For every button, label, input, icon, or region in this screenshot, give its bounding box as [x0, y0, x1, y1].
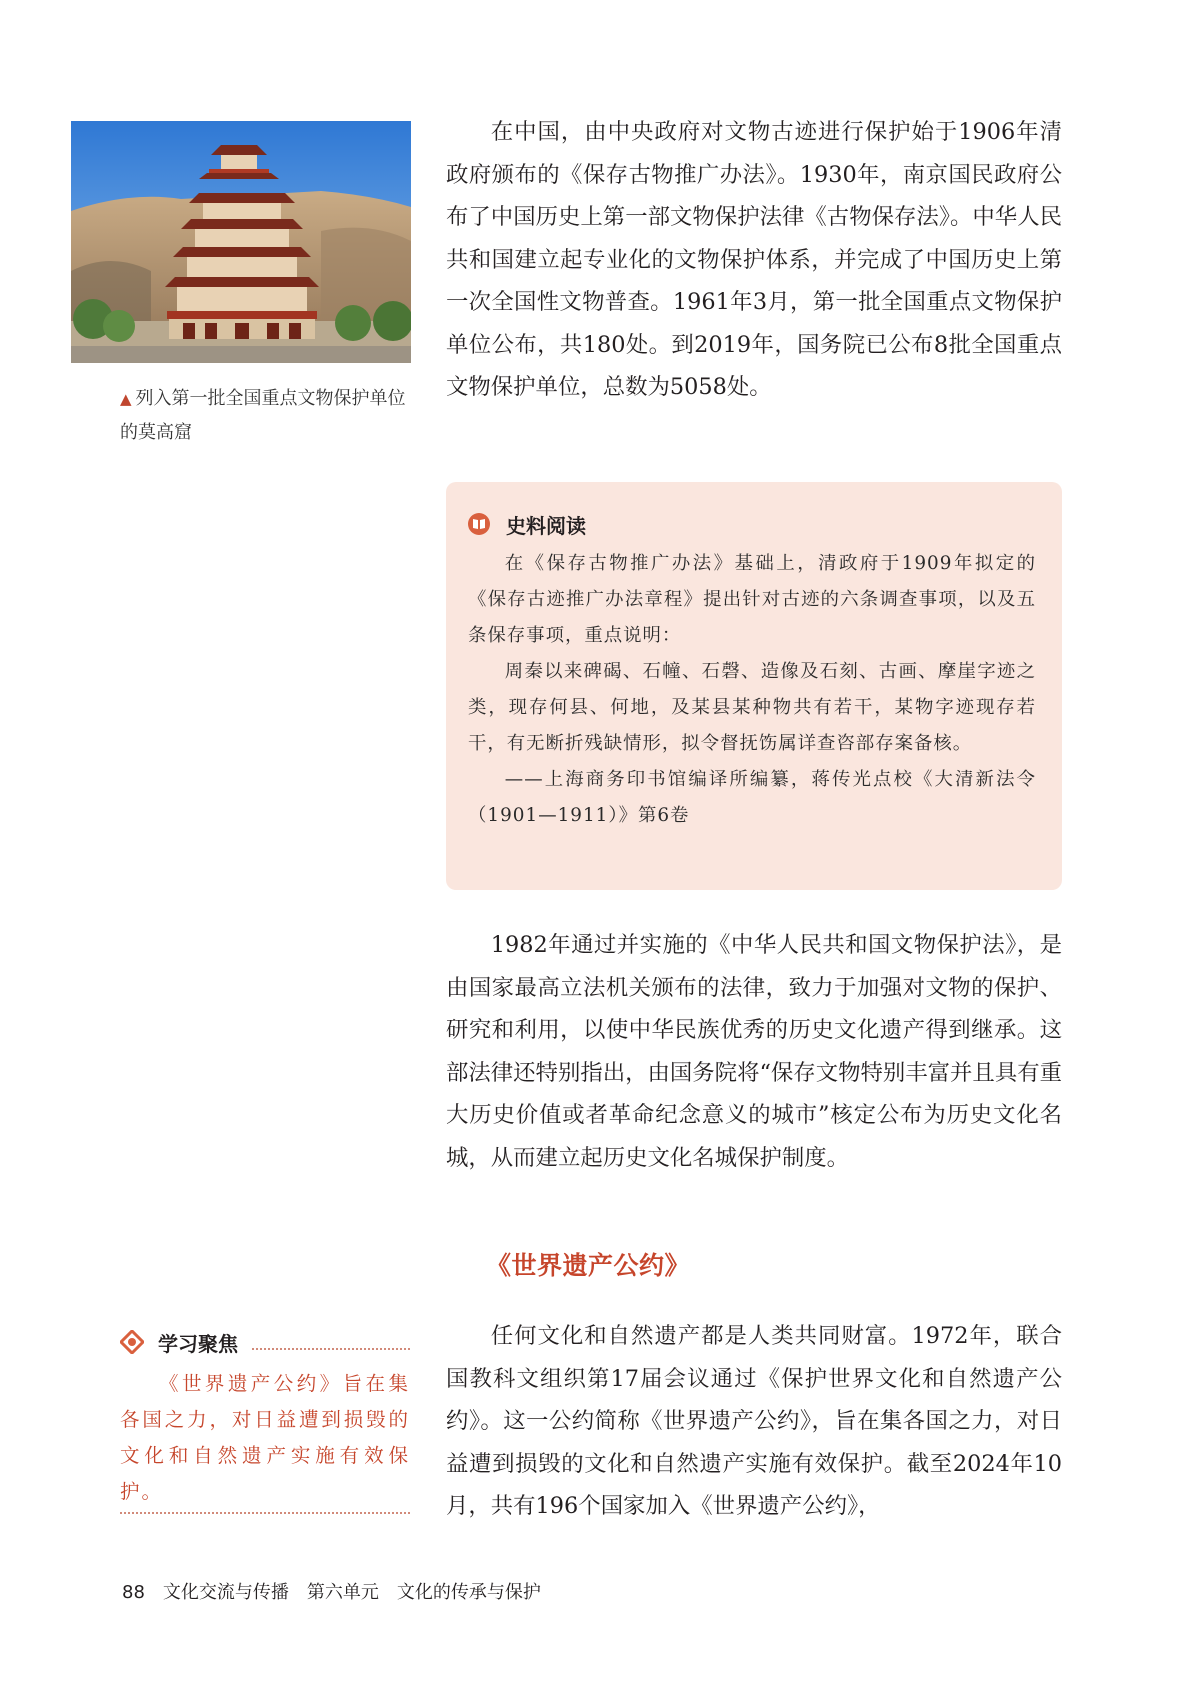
learning-focus: [120, 1322, 410, 1510]
triangle-marker-icon: ▲: [120, 390, 132, 408]
source-reading-title: 史料阅读: [506, 513, 586, 538]
page-footer: [122, 1578, 541, 1604]
photo-caption-text: 列入第一批全国重点文物保护单位的莫高窟: [120, 388, 406, 443]
source-paragraph-1: 在《保存古物推广办法》基础上，清政府于1909年拟定的《保存古迹推广办法章程》提出针对古迹的六条调查事项，以及五条保存事项，重点说明：: [468, 553, 1036, 646]
dotted-divider-bottom: [120, 1512, 410, 1514]
learning-focus-title: 学习聚焦: [158, 1331, 238, 1356]
source-paragraph-2: 周秦以来碑碣、石幢、石磬、造像及石刻、古画、摩崖字迹之类，现存何县、何地，及某县某种物共有若干，某物字迹现存若干，有无断折残缺情形，拟令督抚饬属详查咨部存案备核。: [468, 661, 1036, 754]
dotted-divider: [252, 1348, 410, 1350]
paragraph-1: 在中国，由中央政府对文物古迹进行保护始于1906年清政府颁布的《保存古物推广办法》。1930年，南京国民政府公布了中国历史上第一部文物保护法律《古物保存法》。中华人民共和国建立起专业化的文物保护体系，并完成了中国历史上第一次全国性文物普查。1961年3月，第一批全国重点文物保护单位公布，共180处。到2019年，国务院已公布8批全国重点文物保护单位，总数为5058处。: [446, 119, 1062, 400]
mogao-caves-photo: [71, 121, 411, 363]
learning-focus-header: [120, 1322, 410, 1362]
paragraph-2: 1982年通过并实施的《中华人民共和国文物保护法》，是由国家最高立法机关颁布的法律，致力于加强对文物的保护、研究和利用，以使中华民族优秀的历史文化遗产得到继承。这部法律还特别指出，由国务院将“保存文物特别丰富并且具有重大历史价值或者革命纪念意义的城市”核定公布为历史文化名城，从而建立起历史文化名城保护制度。: [446, 932, 1062, 1171]
mogao-caves-illustration: [71, 121, 411, 363]
paragraph-3: 任何文化和自然遗产都是人类共同财富。1972年，联合国教科文组织第17届会议通过《保护世界文化和自然遗产公约》。这一公约简称《世界遗产公约》，旨在集各国之力，对日益遭到损毁的文化和自然遗产实施有效保护。截至2024年10月，共有196个国家加入《世界遗产公约》，: [446, 1323, 1062, 1519]
section-title: 《世界遗产公约》: [486, 1251, 691, 1280]
main-paragraph-3-container: [446, 1315, 1062, 1528]
main-paragraph-2-container: [446, 924, 1062, 1179]
source-reading-body: [468, 546, 1036, 834]
source-reading-box: [446, 482, 1062, 890]
source-reading-header: [468, 506, 1036, 542]
learning-focus-text: 《世界遗产公约》旨在集各国之力，对日益遭到损毁的文化和自然遗产实施有效保护。: [120, 1372, 410, 1503]
main-paragraph-1-container: [446, 111, 1062, 409]
source-citation: ——上海商务印书馆编译所编纂，蒋传光点校《大清新法令（1901—1911）》第6卷: [468, 769, 1036, 826]
page-number: 88: [122, 1582, 145, 1603]
footer-unit: 第六单元: [306, 1582, 379, 1603]
book-icon: [468, 513, 490, 535]
footer-unit-title: 文化的传承与保护: [396, 1582, 541, 1603]
footer-book: 文化交流与传播: [162, 1582, 289, 1603]
photo-caption: [120, 382, 420, 450]
target-icon: [120, 1330, 144, 1354]
